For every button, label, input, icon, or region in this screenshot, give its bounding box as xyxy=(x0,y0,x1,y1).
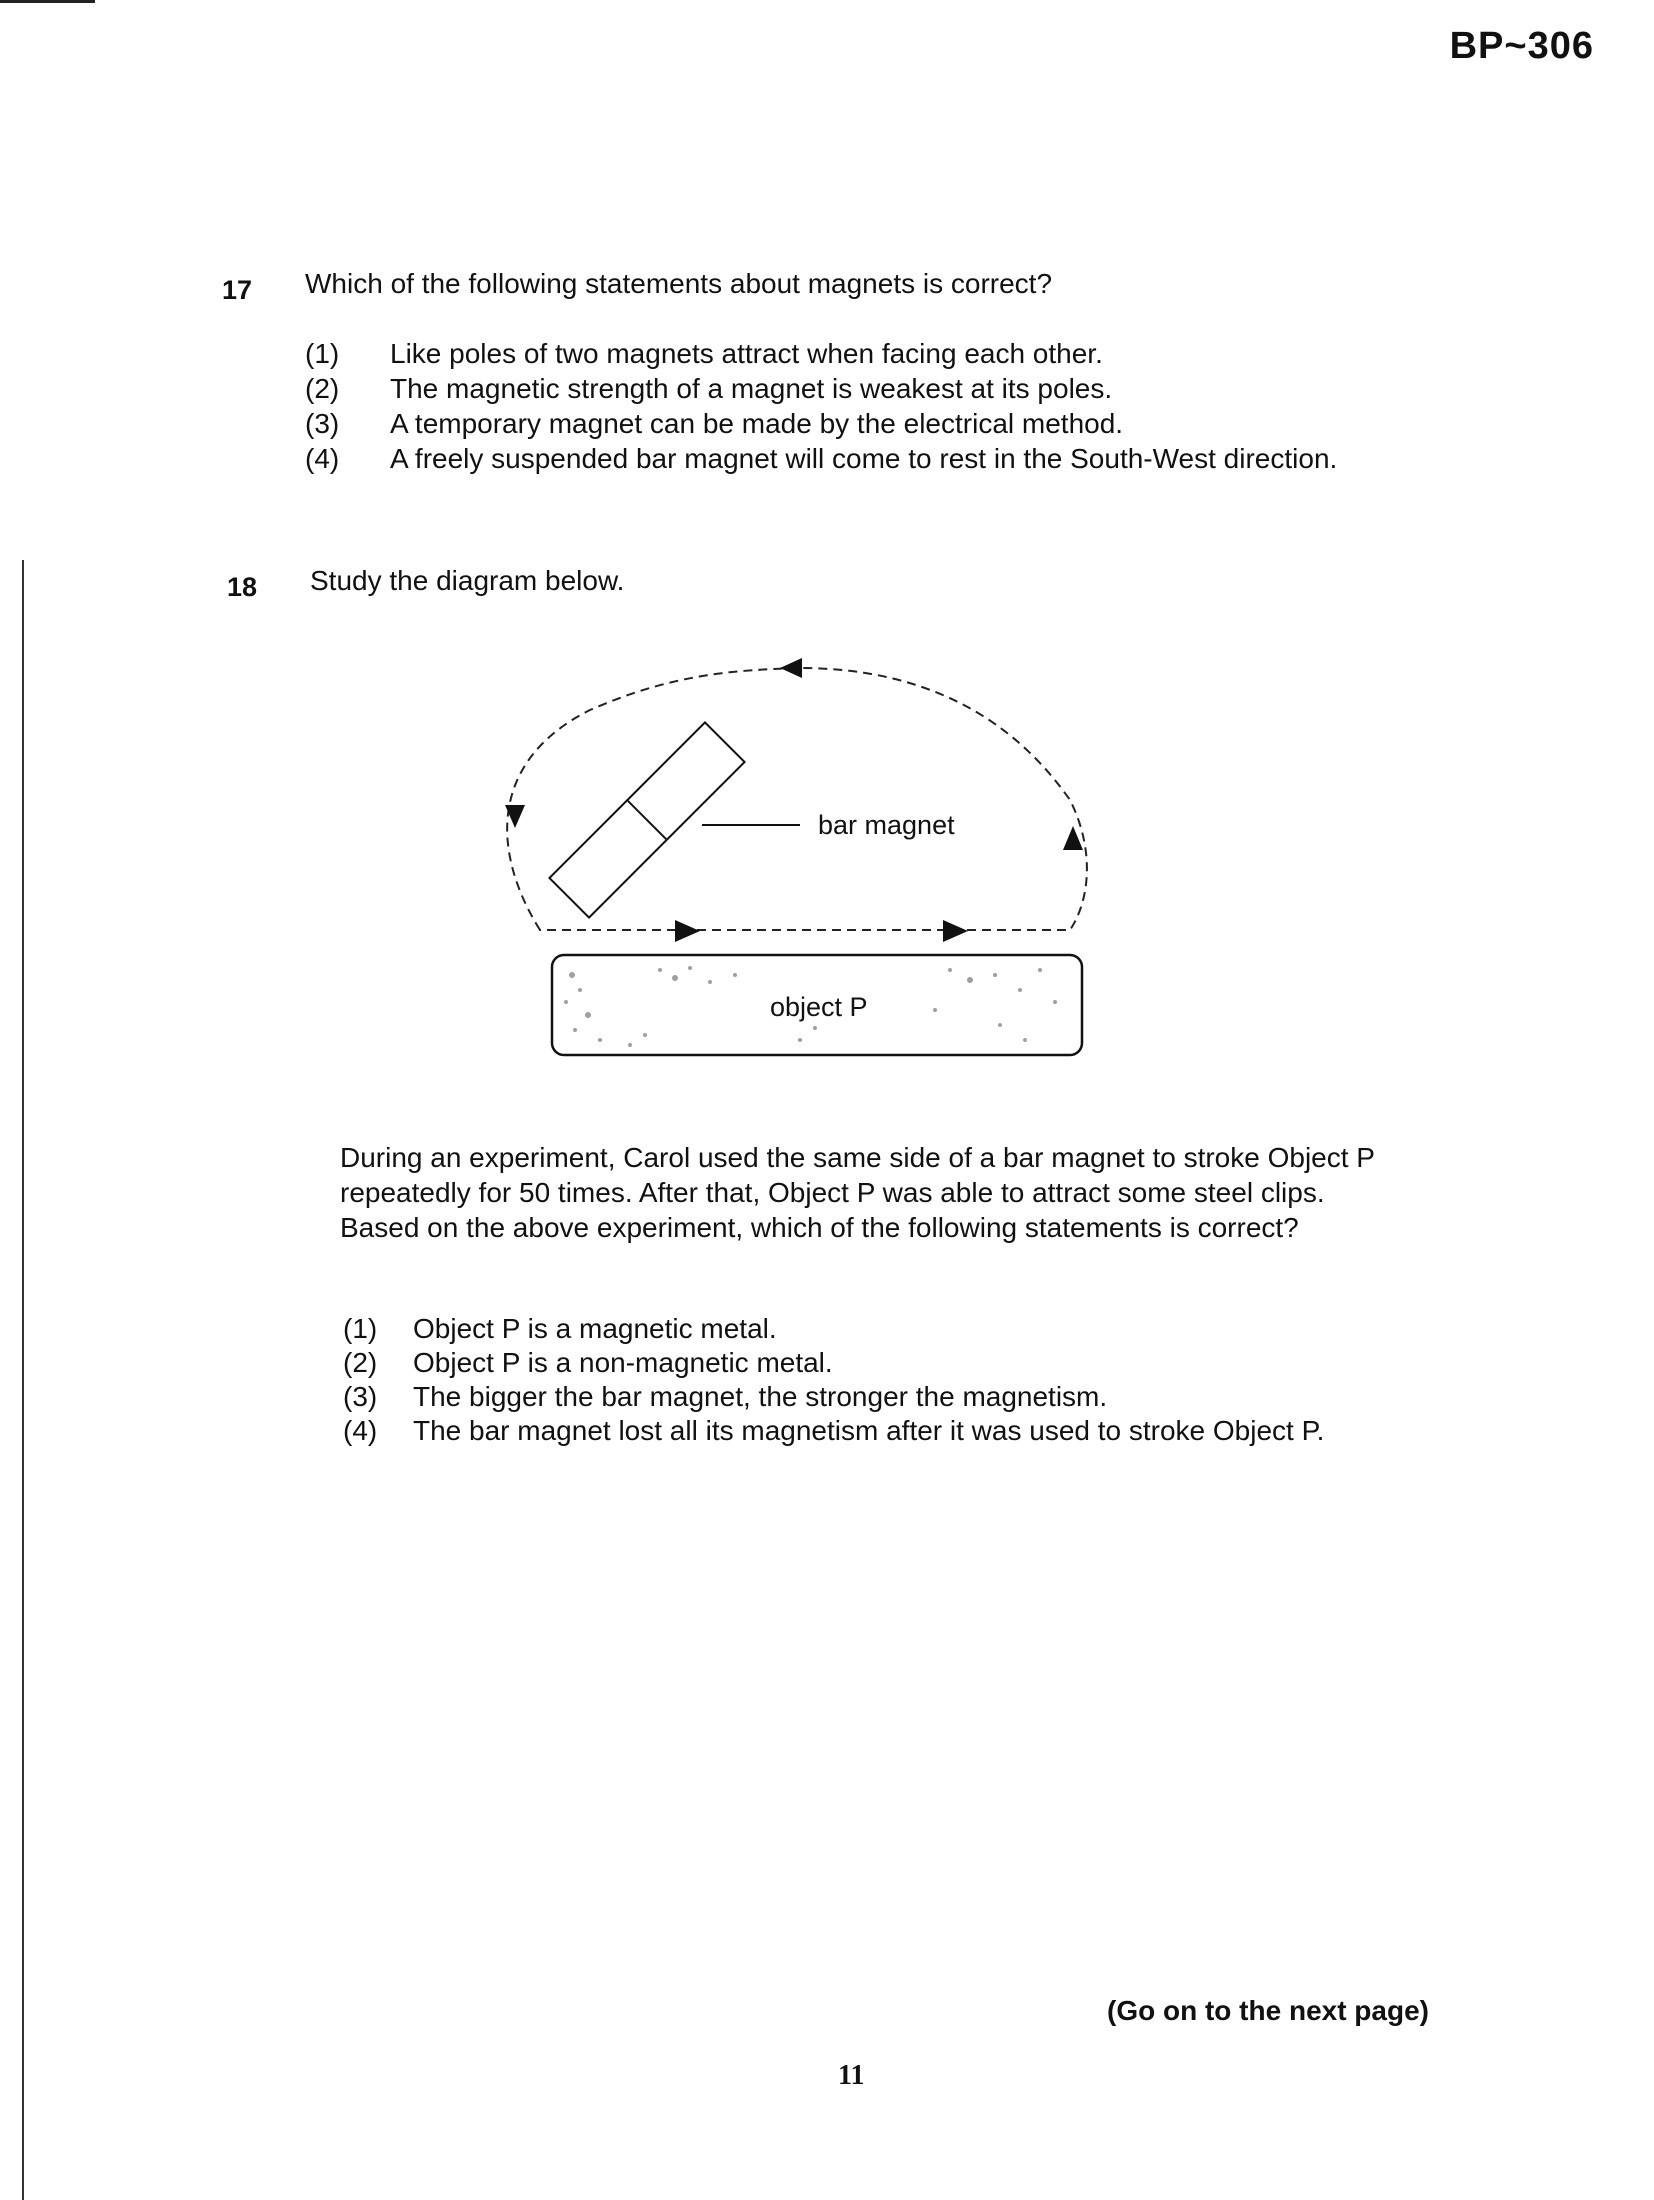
option-number: (2) xyxy=(305,373,340,404)
option-text: The bigger the bar magnet, the stronger the magnetism. xyxy=(413,1381,1108,1412)
option-number: (4) xyxy=(305,443,340,474)
option-number: (1) xyxy=(305,338,340,369)
paragraph-line: Based on the above experiment, which of the following statements is correct? xyxy=(340,1212,1299,1243)
option-text: The magnetic strength of a magnet is weakest at its poles. xyxy=(390,373,1113,404)
question-18-paragraph xyxy=(340,1140,1460,1245)
binding-edge-line xyxy=(22,560,24,2200)
paragraph-line: repeatedly for 50 times. After that, Object P was able to attract some steel clips. xyxy=(340,1177,1325,1208)
question-18-intro: Study the diagram below. xyxy=(310,565,625,596)
option-text: A temporary magnet can be made by the electrical method. xyxy=(390,408,1124,439)
go-on-note: (Go on to the next page) xyxy=(1107,1995,1429,2026)
magnet-field-diagram xyxy=(480,630,1160,1090)
option-number: (2) xyxy=(343,1347,378,1378)
option-item xyxy=(343,1414,1324,1448)
option-text: Object P is a magnetic metal. xyxy=(413,1313,777,1344)
corner-mark xyxy=(0,0,95,3)
arrow-top xyxy=(780,658,802,678)
option-text: The bar magnet lost all its magnetism after it was used to stroke Object P. xyxy=(413,1415,1325,1446)
paragraph-line: During an experiment, Carol used the same side of a bar magnet to stroke Object P xyxy=(340,1142,1375,1173)
magnet-label: bar magnet xyxy=(818,810,955,840)
bar-magnet xyxy=(549,722,744,917)
option-number: (3) xyxy=(305,408,340,439)
arrow-bottom-1 xyxy=(675,920,700,942)
option-text: Object P is a non-magnetic metal. xyxy=(413,1347,833,1378)
question-17-number: 17 xyxy=(222,275,253,305)
question-18-options xyxy=(343,1312,1324,1448)
option-item xyxy=(343,1346,1324,1380)
object-p-label: object P xyxy=(770,992,868,1022)
option-number: (1) xyxy=(343,1313,378,1344)
question-18-number: 18 xyxy=(227,572,258,602)
option-item xyxy=(305,336,1337,371)
option-item xyxy=(343,1312,1324,1346)
option-item xyxy=(305,406,1337,441)
arrow-right xyxy=(1063,826,1083,850)
option-item xyxy=(305,441,1337,476)
option-number: (3) xyxy=(343,1381,378,1412)
option-item xyxy=(305,371,1337,406)
option-item xyxy=(343,1380,1324,1414)
option-number: (4) xyxy=(343,1415,378,1446)
option-text: Like poles of two magnets attract when facing each other. xyxy=(390,338,1103,369)
arrow-bottom-2 xyxy=(943,920,968,942)
question-17-options xyxy=(305,336,1337,476)
question-17-text: Which of the following statements about magnets is correct? xyxy=(305,268,1053,299)
option-text: A freely suspended bar magnet will come to rest in the South-West direction. xyxy=(390,443,1338,474)
page-number: 11 xyxy=(838,2060,865,2091)
paper-code: BP~306 xyxy=(1449,25,1594,67)
